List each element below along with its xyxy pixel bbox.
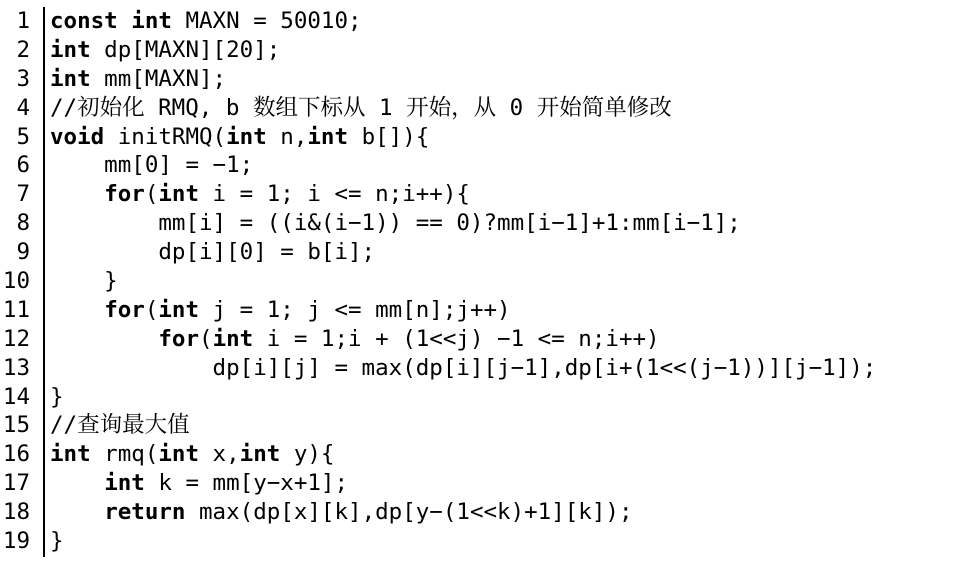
line-number: 12 — [2, 325, 30, 352]
code-token: max(dp[x][k],dp[y−(1<<k)+1][k]); — [185, 499, 633, 526]
code-token: dp[i][j] = max(dp[i][j−1],dp[i+(1<<(j−1))][j−1]); — [50, 354, 877, 381]
code-text — [50, 354, 876, 383]
code-token — [50, 470, 104, 496]
code-text — [50, 411, 190, 440]
code-text — [50, 440, 334, 469]
code-line — [0, 7, 955, 36]
code-token: b[]){ — [348, 123, 430, 150]
code-token: //初始化 RMQ, b 数组下标从 1 开始，从 0 开始简单修改 — [50, 94, 672, 121]
code-text — [50, 65, 226, 94]
code-text — [50, 123, 429, 152]
code-keyword: for — [104, 296, 145, 323]
code-keyword: return — [104, 499, 186, 526]
code-keyword: int — [226, 123, 267, 150]
code-line — [0, 151, 955, 180]
code-token: ( — [199, 325, 213, 352]
line-number: 6 — [16, 152, 30, 179]
code-token: } — [50, 528, 64, 555]
code-keyword: int — [239, 441, 281, 468]
code-token: dp[i][0] = b[i]; — [50, 239, 376, 266]
code-text — [50, 527, 64, 556]
code-line — [0, 383, 955, 412]
code-token: initRMQ( — [104, 123, 227, 150]
line-number: 3 — [16, 65, 30, 92]
line-number: 19 — [2, 528, 30, 555]
code-line — [0, 267, 955, 296]
code-token: dp[MAXN][20]; — [90, 36, 281, 63]
line-number: 14 — [2, 383, 30, 410]
code-line — [0, 65, 955, 94]
line-number: 10 — [2, 268, 30, 295]
code-token: mm[MAXN]; — [90, 65, 227, 92]
code-text — [50, 151, 253, 180]
code-text — [50, 383, 64, 412]
code-token: mm[0] = −1; — [50, 152, 254, 179]
code-token — [50, 499, 104, 525]
code-keyword: int — [50, 36, 91, 63]
code-text — [50, 238, 375, 267]
code-line — [0, 36, 955, 65]
line-number: 8 — [16, 210, 30, 237]
code-text — [50, 94, 672, 123]
code-keyword: int — [212, 325, 254, 352]
code-keyword: for — [158, 325, 200, 352]
code-token: x, — [199, 441, 240, 468]
code-keyword: int — [158, 296, 200, 323]
line-number: 11 — [2, 296, 30, 323]
code-line — [0, 411, 955, 440]
code-text — [50, 36, 280, 65]
code-keyword: int — [158, 181, 200, 208]
line-number: 9 — [16, 239, 30, 266]
code-token: //查询最大值 — [50, 412, 190, 439]
code-token — [50, 297, 104, 323]
line-number: 1 — [16, 8, 30, 34]
code-line — [0, 209, 955, 238]
code-listing — [0, 7, 955, 556]
code-line — [0, 123, 955, 152]
line-number: 7 — [16, 181, 30, 208]
code-keyword: int — [50, 441, 91, 468]
line-number: 13 — [2, 354, 30, 381]
line-number: 4 — [16, 94, 30, 121]
code-text — [50, 7, 362, 36]
code-text — [50, 180, 470, 209]
code-keyword: int — [158, 441, 200, 468]
code-token: mm[i] = ((i&(i−1)) == 0)?mm[i−1]+1:mm[i−1]; — [50, 210, 741, 237]
code-token: k = mm[y−x+1]; — [144, 470, 349, 497]
code-keyword: const int — [50, 8, 172, 34]
code-token: ( — [144, 181, 159, 208]
line-number: 5 — [16, 123, 30, 150]
line-number: 15 — [2, 412, 30, 439]
code-line — [0, 94, 955, 123]
code-line — [0, 498, 955, 527]
code-token: j = 1; j <= mm[n];j++) — [199, 296, 511, 323]
code-line — [0, 296, 955, 325]
code-keyword: int — [104, 470, 145, 497]
code-line — [0, 238, 955, 267]
code-text — [50, 209, 741, 238]
line-number: 16 — [2, 441, 30, 468]
code-line — [0, 325, 955, 354]
code-text — [50, 498, 633, 527]
code-keyword: int — [307, 123, 349, 150]
code-token — [50, 326, 158, 352]
code-token: i = 1;i + (1<<j) −1 <= n;i++) — [253, 325, 660, 352]
code-text — [50, 267, 118, 296]
line-number: 17 — [2, 470, 30, 497]
code-keyword: void — [50, 123, 105, 150]
line-number: 18 — [2, 499, 30, 526]
code-line — [0, 440, 955, 469]
code-token — [50, 181, 104, 207]
code-line — [0, 180, 955, 209]
code-line — [0, 469, 955, 498]
code-keyword: int — [50, 65, 91, 92]
code-token: } — [50, 268, 118, 295]
code-token: rmq( — [90, 441, 159, 468]
code-token: y){ — [280, 441, 335, 468]
code-token: i = 1; i <= n;i++){ — [199, 181, 470, 208]
code-text — [50, 469, 348, 498]
code-line — [0, 354, 955, 383]
code-text — [50, 296, 511, 325]
code-token: n, — [266, 123, 308, 150]
code-keyword: for — [104, 181, 145, 208]
code-text — [50, 325, 660, 354]
code-token: } — [50, 383, 64, 410]
code-line — [0, 527, 955, 556]
code-token: MAXN = 50010; — [171, 8, 362, 34]
code-token: ( — [144, 296, 159, 323]
line-number: 2 — [16, 36, 30, 63]
